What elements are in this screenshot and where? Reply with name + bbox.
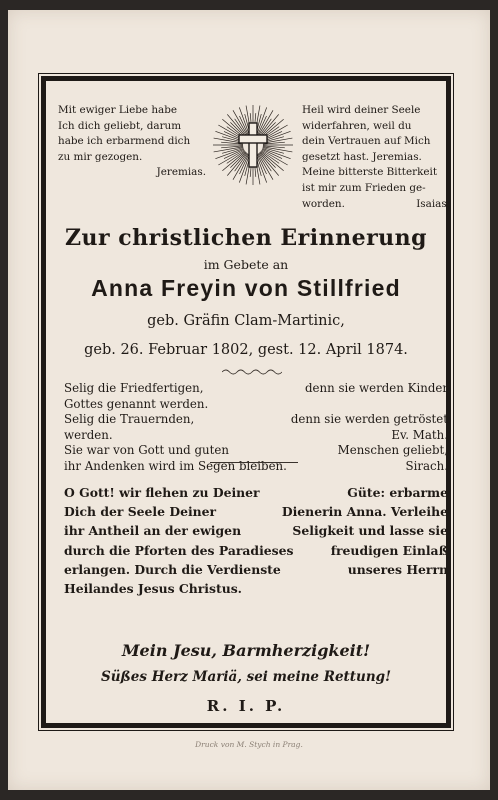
memorial-card: [8, 10, 490, 790]
beatitudes: [64, 381, 448, 475]
beatitude-line: Gottes genannt werden.: [64, 396, 209, 411]
verse-right-line: Heil wird deiner Seele: [302, 104, 421, 116]
verse-right: [302, 103, 450, 212]
verse-left-line: zu mir gezogen.: [58, 150, 143, 163]
birth-name: geb. Gräfin Clam-Martinic,: [147, 313, 345, 329]
beatitude-line: Selig die Trauernden, denn sie werden getröstet: [64, 412, 448, 427]
printer-imprint: Druck von M. Stych in Prag.: [195, 740, 303, 749]
verse-left-line: Ich dich geliebt, darum: [58, 119, 182, 132]
prayer-line: ihr Antheil an der ewigen Seligkeit und lasse sie: [64, 523, 448, 539]
deceased-name: Anna Freyin von Stillfried: [91, 275, 401, 301]
verse-left-line: habe ich erbarmend dich: [58, 135, 191, 148]
rip: R. I. P.: [206, 697, 286, 715]
verse-left: [58, 103, 208, 181]
verse-right-line: dein Vertrauen auf Mich: [302, 135, 431, 148]
verse-right-source: Isaias.: [416, 197, 450, 210]
closing-line-1: Mein Jesu, Barmherzigkeit!: [121, 641, 371, 660]
prayer-line: erlangen. Durch die Verdienste unseres Herrn: [64, 561, 448, 577]
verse-right-line: ist mir zum Frieden ge-: [302, 181, 426, 194]
prayer-line: Heilandes Jesus Christus.: [64, 581, 243, 597]
verse-right-line: worden.: [302, 197, 345, 210]
prayer-line: O Gott! wir flehen zu Deiner Güte: erbarme: [64, 485, 448, 500]
beatitude-line: Selig die Friedfertigen, denn sie werden Kinder: [64, 381, 448, 395]
verse-left-source: Jeremias.: [156, 166, 206, 179]
verse-right-line: gesetzt hast. Jeremias.: [302, 150, 422, 163]
section-divider: [210, 462, 298, 463]
beatitude-line: ihr Andenken wird im Segen bleiben. Sirach.: [64, 458, 448, 473]
life-dates: geb. 26. Februar 1802, gest. 12. April 1874.: [84, 342, 408, 358]
cross-with-rays-icon: [212, 101, 294, 187]
verse-right-line: widerfahren, weil du: [302, 119, 412, 132]
prayer-line: durch die Pforten des Paradieses freudigen Einlaß: [64, 542, 448, 558]
subheading: im Gebete an: [203, 257, 289, 272]
ornament-divider: [222, 368, 282, 376]
prayer-line: Dich der Seele Deiner Dienerin Anna. Verleihe: [64, 504, 448, 520]
verse-right-line: Meine bitterste Bitterkeit: [302, 166, 438, 179]
heading: Zur christlichen Erinnerung: [64, 225, 428, 251]
closing-line-2: Süßes Herz Mariä, sei meine Rettung!: [100, 669, 391, 685]
beatitude-line: werden. Ev. Math.: [64, 427, 448, 442]
verse-left-line: Mit ewiger Liebe habe: [58, 104, 178, 116]
beatitude-line: Sie war von Gott und guten Menschen geliebt,: [64, 443, 448, 458]
prayer: [64, 483, 448, 598]
black-border-frame: [41, 76, 451, 728]
